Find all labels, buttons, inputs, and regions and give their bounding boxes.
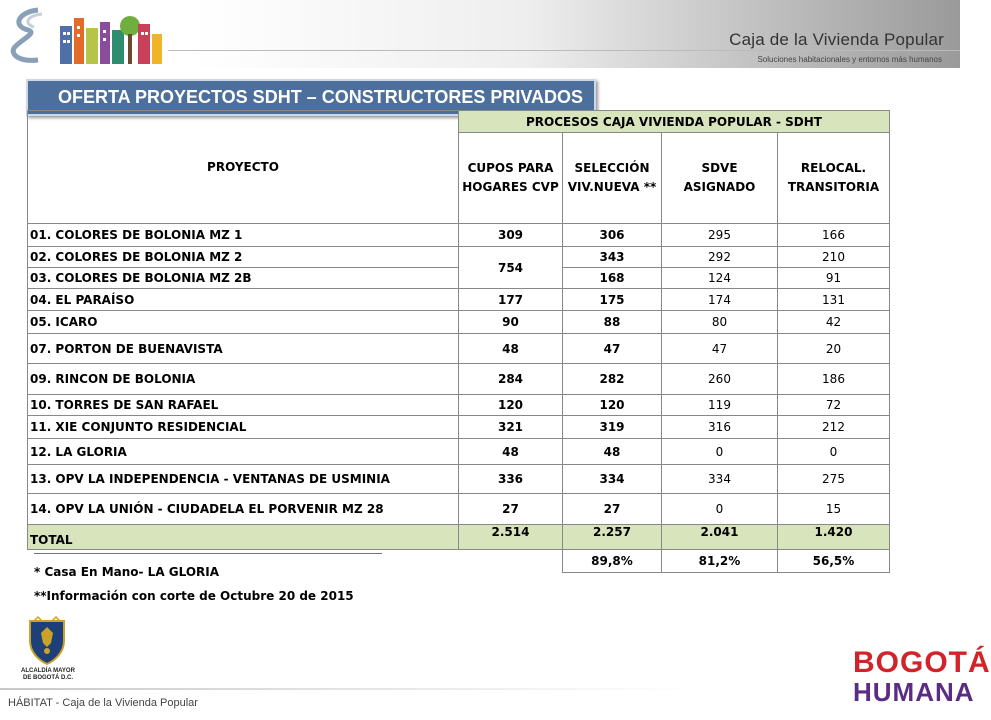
- row-cupos: 177: [459, 289, 563, 311]
- row-seleccion: 120: [563, 395, 662, 416]
- row-seleccion: 282: [563, 364, 662, 395]
- row-name: 12. LA GLORIA: [28, 439, 459, 465]
- row-sdve: 0: [662, 494, 778, 525]
- row-relocal: 0: [778, 439, 890, 465]
- row-sdve: 316: [662, 416, 778, 439]
- row-sdve: 119: [662, 395, 778, 416]
- row-seleccion: 175: [563, 289, 662, 311]
- alcaldia-line1: ALCALDÍA MAYOR: [21, 668, 75, 674]
- pct-relocal: 56,5%: [778, 550, 890, 573]
- col-header-sdve: SDVE ASIGNADO: [662, 133, 778, 224]
- row-relocal: 91: [778, 268, 890, 289]
- total-row: [28, 525, 890, 550]
- table-row: [28, 465, 890, 494]
- row-seleccion: 343: [563, 247, 662, 268]
- row-seleccion: 306: [563, 224, 662, 247]
- table-row: [28, 247, 890, 268]
- row-sdve: 47: [662, 334, 778, 364]
- org-tagline: Soluciones habitacionales y entornos más humanos: [757, 55, 942, 64]
- row-name: 09. RINCON DE BOLONIA: [28, 364, 459, 395]
- row-relocal: 275: [778, 465, 890, 494]
- row-name: 02. COLORES DE BOLONIA MZ 2: [28, 247, 459, 268]
- projects-table: [27, 110, 890, 573]
- row-name: 07. PORTON DE BUENAVISTA: [28, 334, 459, 364]
- row-relocal: 42: [778, 311, 890, 334]
- alcaldia-label: [18, 668, 78, 682]
- row-cupos: 120: [459, 395, 563, 416]
- row-sdve: 260: [662, 364, 778, 395]
- row-relocal: 15: [778, 494, 890, 525]
- row-seleccion: 27: [563, 494, 662, 525]
- row-cupos: 336: [459, 465, 563, 494]
- total-cupos: 2.514: [459, 525, 563, 550]
- org-name: Caja de la Vivienda Popular: [729, 30, 944, 49]
- cvp-logo-icon: [8, 4, 168, 66]
- total-relocal: 1.420: [778, 525, 890, 550]
- col-header-cupos: CUPOS PARA HOGARES CVP: [459, 133, 563, 224]
- total-seleccion: 2.257: [563, 525, 662, 550]
- row-seleccion: 319: [563, 416, 662, 439]
- row-cupos: 284: [459, 364, 563, 395]
- table-row: [28, 395, 890, 416]
- footer-rule: [0, 688, 700, 690]
- row-cupos: 27: [459, 494, 563, 525]
- row-relocal: 131: [778, 289, 890, 311]
- row-name: 04. EL PARAÍSO: [28, 289, 459, 311]
- row-cupos: 48: [459, 439, 563, 465]
- total-label: TOTAL: [28, 525, 459, 550]
- project-header: PROYECTO: [28, 111, 459, 224]
- pct-sdve: 81,2%: [662, 550, 778, 573]
- col-header-seleccion: SELECCIÓN VIV.NUEVA **: [563, 133, 662, 224]
- row-sdve: 124: [662, 268, 778, 289]
- row-name: 14. OPV LA UNIÓN - CIUDADELA EL PORVENIR MZ 28: [28, 494, 459, 525]
- col-header-relocal: RELOCAL. TRANSITORIA: [778, 133, 890, 224]
- row-cupos: 754: [459, 247, 563, 289]
- row-name: 05. ICARO: [28, 311, 459, 334]
- total-sdve: 2.041: [662, 525, 778, 550]
- table-row: [28, 334, 890, 364]
- table-row: [28, 224, 890, 247]
- row-sdve: 0: [662, 439, 778, 465]
- row-name: 11. XIE CONJUNTO RESIDENCIAL: [28, 416, 459, 439]
- row-seleccion: 47: [563, 334, 662, 364]
- alcaldia-line2: DE BOGOTÁ D.C.: [22, 675, 73, 681]
- header-rule: [168, 50, 960, 51]
- row-sdve: 174: [662, 289, 778, 311]
- row-sdve: 292: [662, 247, 778, 268]
- row-seleccion: 48: [563, 439, 662, 465]
- row-cupos: 309: [459, 224, 563, 247]
- footnote-corte: **Información con corte de Octubre 20 de 2015: [34, 589, 354, 603]
- humana-logo-word: HUMANA: [853, 677, 975, 707]
- row-sdve: 334: [662, 465, 778, 494]
- row-relocal: 212: [778, 416, 890, 439]
- row-cupos: 321: [459, 416, 563, 439]
- row-sdve: 80: [662, 311, 778, 334]
- page-title: OFERTA PROYECTOS SDHT – CONSTRUCTORES PRIVADOS: [58, 87, 584, 107]
- table-row: [28, 494, 890, 525]
- row-name: 10. TORRES DE SAN RAFAEL: [28, 395, 459, 416]
- bogota-coat-of-arms-icon: [26, 617, 68, 665]
- table-row: [28, 289, 890, 311]
- table-row: [28, 416, 890, 439]
- row-relocal: 210: [778, 247, 890, 268]
- footnote-casa-en-mano: * Casa En Mano- LA GLORIA: [34, 565, 220, 579]
- row-seleccion: 168: [563, 268, 662, 289]
- row-name: 01. COLORES DE BOLONIA MZ 1: [28, 224, 459, 247]
- row-relocal: 72: [778, 395, 890, 416]
- row-seleccion: 334: [563, 465, 662, 494]
- row-sdve: 295: [662, 224, 778, 247]
- bogota-logo-word: BOGOTÁ: [853, 646, 991, 679]
- row-relocal: 166: [778, 224, 890, 247]
- row-cupos: 48: [459, 334, 563, 364]
- group-header: PROCESOS CAJA VIVIENDA POPULAR - SDHT: [459, 111, 890, 133]
- row-cupos: 90: [459, 311, 563, 334]
- row-name: 13. OPV LA INDEPENDENCIA - VENTANAS DE USMINIA: [28, 465, 459, 494]
- notes-divider: [34, 553, 382, 554]
- row-relocal: 20: [778, 334, 890, 364]
- row-seleccion: 88: [563, 311, 662, 334]
- row-relocal: 186: [778, 364, 890, 395]
- table-row: [28, 364, 890, 395]
- table-row: [28, 439, 890, 465]
- table-row: [28, 311, 890, 334]
- footer-text: HÁBITAT - Caja de la Vivienda Popular: [8, 697, 198, 709]
- pct-seleccion: 89,8%: [563, 550, 662, 573]
- row-name: 03. COLORES DE BOLONIA MZ 2B: [28, 268, 459, 289]
